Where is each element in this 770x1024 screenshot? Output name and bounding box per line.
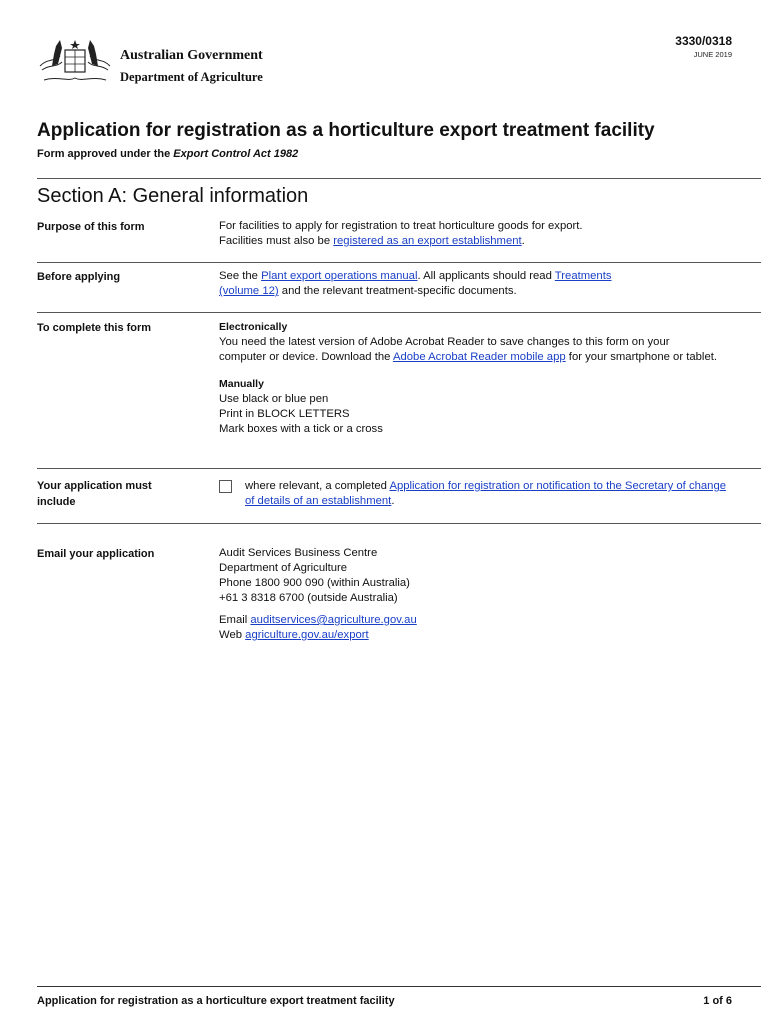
before-content: [219, 269, 649, 299]
purpose-line-1: For facilities to apply for registration to treat horticulture goods for export.: [219, 220, 583, 232]
government-name: [120, 47, 263, 85]
export-establishment-link[interactable]: registered as an export establishment: [333, 235, 522, 247]
purpose-prefix: Facilities must also be: [219, 235, 334, 247]
manual-line: Mark boxes with a tick or a cross: [219, 423, 383, 435]
electronic-text: [219, 335, 719, 365]
purpose-suffix: .: [521, 235, 525, 247]
email-line: [219, 613, 749, 628]
page-subtitle: [37, 147, 298, 161]
email-content: [219, 546, 749, 643]
manual-line: Print in BLOCK LETTERS: [219, 408, 350, 420]
gov-line-2: Department of Agriculture: [120, 70, 263, 84]
footer-divider: [37, 986, 761, 987]
web-link[interactable]: agriculture.gov.au/export: [245, 629, 369, 641]
manual-line: Use black or blue pen: [219, 393, 329, 405]
include-prefix: where relevant, a completed: [245, 480, 390, 492]
email-link[interactable]: auditservices@agriculture.gov.au: [250, 614, 417, 626]
page-number: 1 of 6: [703, 995, 732, 1007]
before-prefix: See the: [219, 270, 262, 282]
contact-line: Phone 1800 900 090 (within Australia): [219, 577, 410, 589]
divider: [37, 468, 761, 469]
include-label: Your application must include: [37, 480, 152, 508]
page-title: Application for registration as a horticulture export treatment facility: [37, 120, 655, 141]
subtitle-prefix: Form approved under the: [37, 148, 174, 160]
include-checkbox[interactable]: [219, 480, 232, 493]
section-heading: Section A: General information: [37, 185, 309, 207]
before-label: Before applying: [37, 271, 121, 283]
electronic-suffix: for your smartphone or tablet.: [565, 351, 717, 363]
before-suffix: and the relevant treatment-specific documents.: [278, 285, 517, 297]
manual-heading: Manually: [219, 378, 264, 390]
form-date: JUNE 2019: [693, 50, 732, 59]
divider: [37, 262, 761, 263]
before-text: [219, 269, 649, 299]
purpose-label: Purpose of this form: [37, 221, 145, 233]
form-number: 3330/0318: [675, 34, 732, 48]
include-text: [245, 479, 735, 509]
complete-label: To complete this form: [37, 322, 152, 334]
email-prefix: Email: [219, 614, 251, 626]
divider: [37, 178, 761, 179]
include-suffix: .: [391, 495, 395, 507]
form-code: [675, 34, 732, 61]
complete-content: [219, 320, 719, 437]
electronic-prefix: You need the latest version of Adobe Acrobat Reader to save changes to this form on your computer or device. Download the: [219, 336, 670, 363]
plant-export-manual-link[interactable]: Plant export operations manual: [261, 270, 418, 282]
contact-line: Audit Services Business Centre: [219, 547, 378, 559]
purpose-content: [219, 219, 749, 249]
before-mid: . All applicants should read: [417, 270, 555, 282]
divider: [37, 523, 761, 524]
registration-application-link[interactable]: Application for registration or notification to the Secretary of change of details of an establishment: [245, 480, 727, 507]
contact-line: Department of Agriculture: [219, 562, 348, 574]
contact-line: +61 3 8318 6700 (outside Australia): [219, 592, 398, 604]
web-prefix: Web: [219, 629, 246, 641]
divider: [37, 312, 761, 313]
subtitle-act: Export Control Act 1982: [173, 148, 299, 160]
web-line: [219, 628, 749, 643]
treatments-volume-link[interactable]: Treatments (volume 12): [219, 270, 612, 297]
electronic-heading: Electronically: [219, 321, 288, 333]
coat-of-arms-icon: [38, 36, 112, 88]
email-label: Email your application: [37, 548, 155, 560]
acrobat-reader-link[interactable]: Adobe Acrobat Reader mobile app: [392, 351, 566, 363]
footer-title: Application for registration as a horticulture export treatment facility: [37, 995, 395, 1007]
purpose-line-2: [219, 234, 749, 249]
gov-line-1: Australian Government: [120, 48, 263, 63]
